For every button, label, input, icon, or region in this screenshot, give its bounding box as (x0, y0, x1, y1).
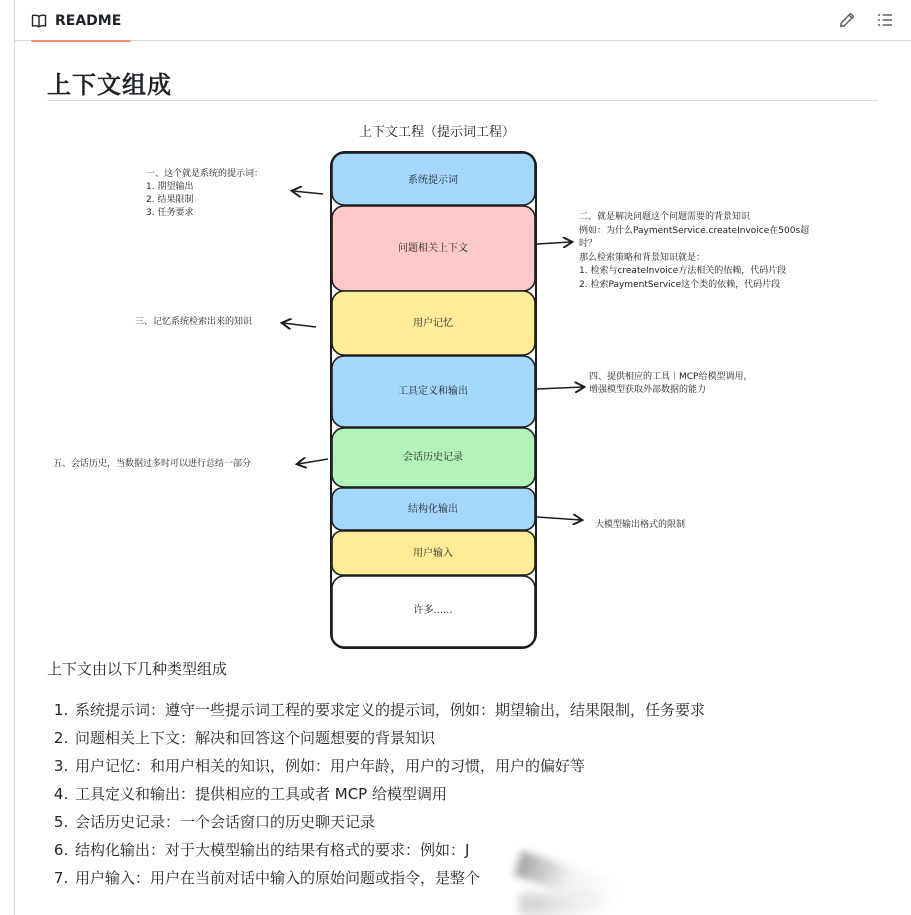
list-item: 6. 结构化输出：对于大模型输出的结果有格式的要求：例如：J (73, 836, 705, 864)
svg-text:2. 检索PaymentService这个类的依赖，代码片段: 2. 检索PaymentService这个类的依赖，代码片段 (579, 280, 781, 290)
note-tools (589, 370, 752, 395)
book-icon (31, 13, 47, 29)
svg-text:二、就是解决问题这个问题需要的背景知识: 二、就是解决问题这个问题需要的背景知识 (579, 212, 751, 222)
note-system-prompt (146, 167, 263, 218)
block-more (332, 576, 535, 647)
note-history: 五、会话历史，当数据过多时可以进行总结一部分 (53, 459, 252, 469)
block-system-prompt (332, 153, 535, 205)
note-problem-context (579, 210, 809, 290)
svg-text:例如：为什么PaymentService.createInv: 例如：为什么PaymentService.createInvoice在500s超 (579, 226, 810, 236)
arrow-system-prompt (293, 191, 323, 194)
context-diagram (15, 41, 911, 661)
arrow-history (298, 459, 328, 464)
block-problem-context (332, 206, 535, 291)
svg-text:那么检索策略和背景知识就是：: 那么检索策略和背景知识就是： (579, 253, 706, 263)
readme-tab[interactable] (23, 0, 123, 41)
edit-button[interactable] (837, 10, 857, 30)
arrow-user-memory (283, 323, 316, 327)
blur-smear (520, 893, 610, 915)
list-item: 3. 用户记忆：和用户相关的知识，例如：用户年龄，用户的习惯，用户的偏好等 (73, 752, 705, 780)
list-item: 4. 工具定义和输出：提供相应的工具或者 MCP 给模型调用 (73, 780, 705, 808)
list-item: 7. 用户输入：用户在当前对话中输入的原始问题或指令，是整个 (73, 864, 705, 892)
svg-text:1. 检索与createInvoice方法相关的依赖，代码片: 1. 检索与createInvoice方法相关的依赖，代码片段 (579, 266, 787, 276)
page-title: 上下文组成 (47, 71, 172, 99)
block-label: 结构化输出 (408, 504, 458, 515)
block-history (332, 428, 535, 487)
list-item: 2. 问题相关上下文：解决和回答这个问题想要的背景知识 (73, 724, 705, 752)
pencil-icon (837, 10, 857, 30)
list-item: 5. 会话历史记录：一个会话窗口的历史聊天记录 (73, 808, 705, 836)
arrow-structured-output (537, 517, 581, 520)
diagram-title: 上下文工程（提示词工程） (358, 125, 516, 140)
block-label: 许多...... (413, 605, 453, 616)
intro-text: 上下文由以下几种类型组成 (47, 660, 228, 678)
block-tools (332, 356, 535, 427)
readme-tab-label: README (55, 12, 122, 29)
note-user-memory: 三、记忆系统检索出来的知识 (135, 317, 253, 327)
arrow-problem-context (537, 242, 571, 244)
readme-header (15, 0, 911, 41)
block-label: 工具定义和输出 (398, 386, 468, 397)
svg-text:一、这个就是系统的提示词：: 一、这个就是系统的提示词： (146, 169, 264, 179)
note-structured-output: 大模型输出格式的限制 (595, 520, 686, 530)
block-label: 会话历史记录 (403, 452, 463, 463)
block-label: 问题相关上下文 (398, 243, 468, 254)
outline-button[interactable] (875, 10, 895, 30)
block-user-memory (332, 291, 535, 355)
svg-text:增强模型获取外部数据的能力: 增强模型获取外部数据的能力 (589, 385, 707, 395)
readme-panel (14, 0, 911, 915)
list-icon (875, 10, 895, 30)
arrow-tools (537, 387, 583, 389)
block-label: 用户记忆 (413, 318, 453, 329)
svg-text:2. 结果限制: 2. 结果限制 (146, 195, 194, 205)
block-user-input (332, 531, 535, 575)
block-structured-output (332, 488, 535, 530)
block-label: 系统提示词 (408, 175, 458, 186)
svg-text:3. 任务要求: 3. 任务要求 (146, 208, 194, 218)
svg-text:1. 期望输出: 1. 期望输出 (146, 182, 194, 192)
svg-text:四、提供相应的工具｜MCP给模型调用，: 四、提供相应的工具｜MCP给模型调用， (589, 372, 753, 382)
list-item: 1. 系统提示词：遵守一些提示词工程的要求定义的提示词，例如：期望输出，结果限制，任务要求 (73, 696, 705, 724)
svg-text:时？: 时？ (579, 239, 598, 249)
block-label: 用户输入 (413, 548, 453, 559)
